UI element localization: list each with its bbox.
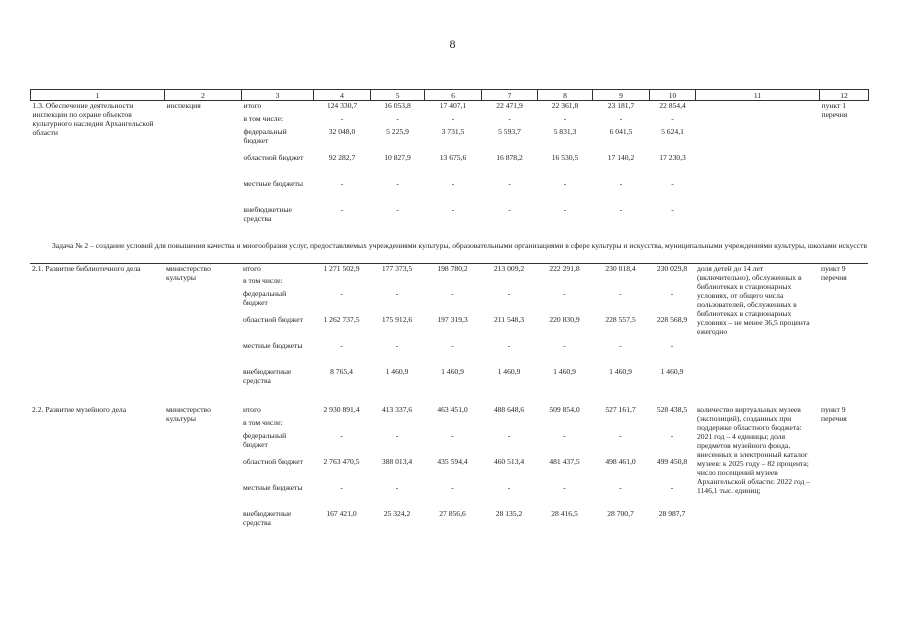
table-row xyxy=(30,405,868,418)
funding-value xyxy=(481,276,537,289)
funding-value: 8 765,4 xyxy=(330,367,353,376)
funding-value: 499 450,8 xyxy=(656,457,688,466)
funding-value: - xyxy=(507,289,511,298)
column-number-9: 9 xyxy=(593,90,650,101)
funding-value xyxy=(370,418,424,431)
funding-value: 17 230,3 xyxy=(659,152,686,162)
column-number-10: 10 xyxy=(650,90,696,101)
funding-value: - xyxy=(507,431,511,440)
funding-source-label: внебюджетные средства xyxy=(243,204,292,223)
funding-value: 211 548,3 xyxy=(493,315,525,324)
funding-value: - xyxy=(619,341,622,350)
column-number-7: 7 xyxy=(482,90,538,101)
funding-value: - xyxy=(619,431,622,440)
funding-value: 1 460,9 xyxy=(385,367,409,376)
funding-source-label: федеральный бюджет xyxy=(243,431,287,449)
funding-value: - xyxy=(563,113,567,123)
funding-value: 222 291,8 xyxy=(549,263,580,273)
block-2-2 xyxy=(30,405,868,549)
funding-value xyxy=(649,276,695,289)
funding-value: 388 013,4 xyxy=(381,457,413,466)
funding-value: 413 337,6 xyxy=(381,405,413,414)
funding-value: 28 700,7 xyxy=(607,509,634,518)
funding-value: 13 675,6 xyxy=(439,152,467,162)
funding-value xyxy=(537,276,592,289)
block-1-3 xyxy=(31,101,869,231)
table-row xyxy=(30,263,868,276)
funding-value: 124 330,7 xyxy=(326,101,358,110)
block-2-1 xyxy=(30,263,868,405)
funding-value: 435 594,4 xyxy=(437,457,468,466)
measure-name: 1.3. Обеспечение деятельности инспекции по охране объектов культурного наследия Архангельской области xyxy=(32,101,154,137)
column-number-1: 1 xyxy=(31,90,165,101)
funding-value xyxy=(424,276,481,289)
funding-value xyxy=(313,276,370,289)
funding-value xyxy=(313,418,370,431)
funding-value: - xyxy=(670,289,674,298)
column-number-8: 8 xyxy=(538,90,593,101)
funding-source-label: областной бюджет xyxy=(243,315,303,324)
funding-value: 1 460,9 xyxy=(441,367,464,376)
funding-value: 509 854,0 xyxy=(549,405,580,414)
funding-source-label: местные бюджеты xyxy=(243,178,303,188)
funding-value: 22 471,9 xyxy=(496,101,523,110)
funding-value: 28 987,7 xyxy=(658,509,686,518)
executor: инспекция xyxy=(166,101,201,110)
funding-value: 28 416,5 xyxy=(551,509,578,518)
funding-value xyxy=(592,418,649,431)
funding-value: - xyxy=(670,341,674,350)
funding-source-label: областной бюджет xyxy=(243,152,304,162)
column-number-12: 12 xyxy=(820,90,869,101)
funding-value: - xyxy=(451,341,454,350)
funding-value: - xyxy=(395,289,399,298)
funding-value: 27 856,6 xyxy=(439,509,466,518)
funding-value xyxy=(649,418,695,431)
funding-value: - xyxy=(395,431,399,440)
column-number-4: 4 xyxy=(314,90,371,101)
funding-value: - xyxy=(619,483,622,492)
funding-value: 481 437,5 xyxy=(549,457,580,466)
column-number-3: 3 xyxy=(242,90,314,101)
funding-value: - xyxy=(451,204,455,214)
funding-value: - xyxy=(670,431,674,440)
funding-value: - xyxy=(508,113,511,123)
funding-source-label: местные бюджеты xyxy=(243,341,303,350)
funding-value: - xyxy=(340,289,343,298)
funding-value: - xyxy=(619,113,623,123)
funding-value: 213 009,2 xyxy=(493,263,525,273)
document-body xyxy=(30,89,868,549)
funding-value: 16 878,2 xyxy=(496,152,523,162)
funding-value: 498 461,0 xyxy=(605,457,636,466)
funding-source-label: областной бюджет xyxy=(243,457,303,466)
funding-value: - xyxy=(451,483,454,492)
funding-value: 32 048,0 xyxy=(328,126,356,136)
funding-value: 28 135,2 xyxy=(495,509,523,518)
funding-value: - xyxy=(340,431,343,440)
funding-value: - xyxy=(619,178,623,188)
funding-value: 22 361,8 xyxy=(551,101,579,110)
funding-value: 5 593,7 xyxy=(498,126,521,136)
block-spacer xyxy=(30,397,868,405)
funding-value: - xyxy=(340,341,343,350)
funding-value: - xyxy=(396,113,399,123)
measure-name: 2.1. Развитие библиотечного дела xyxy=(32,263,141,273)
funding-value: - xyxy=(507,483,511,492)
funding-value: - xyxy=(563,483,566,492)
funding-value: 6 041,5 xyxy=(609,126,633,136)
funding-value: 220 830,9 xyxy=(549,315,580,324)
funding-source-label: внебюджетные средства xyxy=(243,367,292,385)
funding-source-label: итого xyxy=(243,263,261,273)
funding-value: 527 161,7 xyxy=(605,405,636,414)
funding-value: 92 282,7 xyxy=(328,152,356,162)
table-row xyxy=(31,101,869,114)
executor: министерство культуры xyxy=(166,263,211,282)
funding-value: - xyxy=(395,341,399,350)
funding-value: 1 460,9 xyxy=(497,367,521,376)
funding-source-label: внебюджетные средства xyxy=(243,509,292,527)
executor: министерство культуры xyxy=(166,405,211,423)
funding-value: 16 053,8 xyxy=(384,101,411,110)
funding-value: 16 530,5 xyxy=(551,152,579,162)
funding-value: 198 780,2 xyxy=(437,263,468,273)
funding-value: - xyxy=(670,483,674,492)
funding-value: 488 648,6 xyxy=(493,405,525,414)
funding-value: 197 319,3 xyxy=(437,315,468,324)
funding-value: - xyxy=(563,431,566,440)
funding-value: 25 324,2 xyxy=(383,509,411,518)
funding-value: 1 271 502,9 xyxy=(323,263,360,273)
funding-value: - xyxy=(508,204,511,214)
funding-value: 3 731,5 xyxy=(441,126,465,136)
funding-value: 528 438,5 xyxy=(656,405,688,414)
funding-value xyxy=(537,418,592,431)
funding-value: - xyxy=(619,204,623,214)
funding-value: - xyxy=(340,204,344,214)
funding-value: 1 262 737,5 xyxy=(323,315,360,324)
funding-source-label: итого xyxy=(243,101,262,110)
funding-value xyxy=(370,276,424,289)
column-number-5: 5 xyxy=(371,90,425,101)
funding-value: - xyxy=(563,178,567,188)
target-indicator: доля детей до 14 лет (включительно), обслуженных в библиотеках в стационарных условиях, от общего числа пользователей, обслуженных в библиотеках в стационарных условиях – не менее 36,5 процента ежегодно xyxy=(697,263,810,336)
funding-source-label: местные бюджеты xyxy=(243,483,303,492)
funding-value: 10 827,9 xyxy=(384,152,411,162)
funding-value: - xyxy=(563,204,567,214)
column-number-11: 11 xyxy=(696,90,820,101)
funding-source-label: итого xyxy=(243,405,261,414)
funding-value: 230 018,4 xyxy=(605,263,636,273)
funding-value: 17 140,2 xyxy=(607,152,635,162)
funding-value: 230 029,8 xyxy=(656,263,688,273)
funding-value: 460 513,4 xyxy=(493,457,525,466)
funding-value xyxy=(481,418,537,431)
funding-source-label: в том числе: xyxy=(243,418,283,427)
funding-value: - xyxy=(451,289,454,298)
task-2-heading: Задача № 2 – создание условий для повышения качества и многообразия услуг, предоставляемых учреждениями культуры, образовательными организациями в сфере культуры и искусства, муниципальными учреждениями культуры, школами искусств xyxy=(52,240,868,250)
target-indicator: количество виртуальных музеев (экспозиций), созданных при поддержке областного бюджета: 2021 год – 4 единицы; доля предметов музейного фонда, внесенных в электронный каталог музеев: к 2025 году – 82 процента; число посещений музеев Архангельской области: 2022 год – 1146,1 тыс. единиц; xyxy=(697,405,811,495)
funding-value xyxy=(592,276,649,289)
funding-value: - xyxy=(507,341,511,350)
funding-value: 5 225,9 xyxy=(386,126,409,136)
funding-source-label: в том числе: xyxy=(243,276,283,285)
funding-value: - xyxy=(671,204,674,214)
list-reference: пункт 9 перечня xyxy=(821,263,847,282)
funding-value: - xyxy=(451,113,455,123)
funding-value: 228 557,5 xyxy=(605,315,636,324)
column-number-2: 2 xyxy=(165,90,242,101)
funding-value: - xyxy=(508,178,511,188)
funding-value: - xyxy=(671,178,674,188)
funding-value: - xyxy=(340,178,344,188)
page-number: 8 xyxy=(449,37,456,51)
funding-value: - xyxy=(340,113,344,123)
funding-value: 2 763 470,5 xyxy=(323,457,360,466)
funding-source-label: федеральный бюджет xyxy=(243,126,287,145)
funding-table-continued xyxy=(30,263,868,550)
funding-value: 5 831,3 xyxy=(553,126,577,136)
list-reference: пункт 9 перечня xyxy=(821,405,847,423)
funding-value: 2 930 891,4 xyxy=(323,405,360,414)
funding-value: - xyxy=(563,289,566,298)
funding-value: 463 451,0 xyxy=(437,405,468,414)
funding-value: - xyxy=(340,483,343,492)
funding-value: - xyxy=(396,204,399,214)
funding-value: 1 460,9 xyxy=(553,367,576,376)
funding-value: - xyxy=(396,178,399,188)
funding-value: 1 460,9 xyxy=(609,367,632,376)
column-number-row xyxy=(31,90,869,101)
funding-value: 23 181,7 xyxy=(607,101,635,110)
funding-value: 17 407,1 xyxy=(439,101,467,110)
funding-value: 22 854,4 xyxy=(659,101,686,110)
funding-value: 167 421,0 xyxy=(326,509,357,518)
funding-value: - xyxy=(395,483,399,492)
funding-value: - xyxy=(671,113,674,123)
target-indicator xyxy=(696,101,820,231)
measure-name: 2.2. Развитие музейного дела xyxy=(32,405,127,414)
funding-value: 177 373,5 xyxy=(381,263,413,273)
funding-value: 5 624,1 xyxy=(661,126,684,136)
column-number-6: 6 xyxy=(425,90,482,101)
funding-value: - xyxy=(563,341,566,350)
list-reference: пункт 1 перечня xyxy=(821,101,848,119)
funding-source-label: федеральный бюджет xyxy=(243,289,287,307)
funding-source-label: в том числе: xyxy=(243,113,284,123)
funding-value: - xyxy=(619,289,622,298)
funding-table xyxy=(30,89,869,231)
funding-value: - xyxy=(451,431,454,440)
funding-value xyxy=(424,418,481,431)
funding-value: - xyxy=(451,178,455,188)
funding-value: 175 912,6 xyxy=(381,315,413,324)
funding-value: 228 568,9 xyxy=(656,315,688,324)
funding-value: 1 460,9 xyxy=(660,367,684,376)
